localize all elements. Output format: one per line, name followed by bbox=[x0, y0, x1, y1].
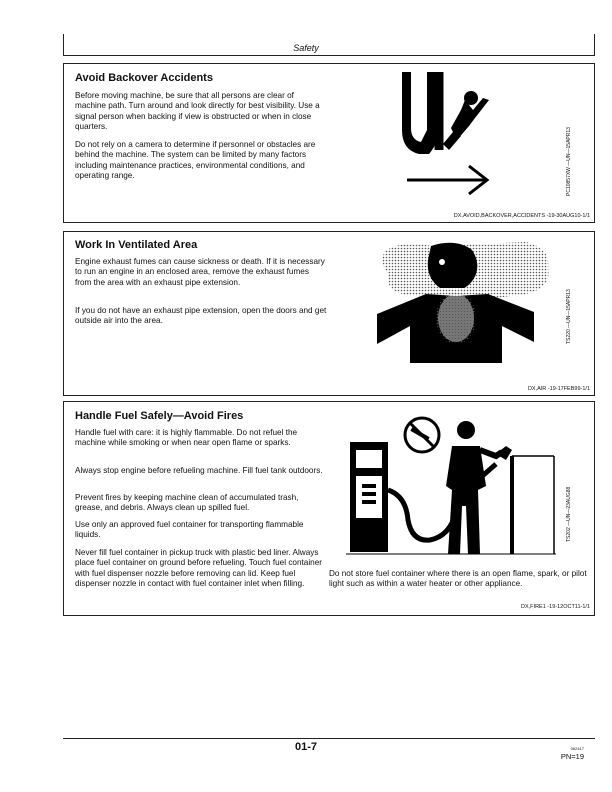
section-paragraph: Handle fuel with care: it is highly flammable. Do not refuel the machine while smoking or when near open flame or sparks. bbox=[75, 428, 298, 448]
reference-code: DX,AVOID,BACKOVER,ACCIDENTS -19-30AUG10-1/1 bbox=[453, 213, 590, 219]
page-header-title: Safety bbox=[293, 43, 319, 53]
header-rule bbox=[63, 55, 595, 56]
reference-code: DX,AIR -19-17FEB99-1/1 bbox=[527, 386, 590, 392]
section-ventilated-area bbox=[63, 231, 595, 396]
section-paragraph: Engine exhaust fumes can cause sickness or death. If it is necessary to run an engine in an enclosed area, remove the exhaust fumes from the area with an exhaust pipe extension. bbox=[75, 257, 325, 287]
backover-hazard-icon bbox=[399, 70, 534, 200]
section-paragraph: Prevent fires by keeping machine clean of accumulated trash, grease, and debris. Always clean up spilled fuel. bbox=[75, 493, 299, 513]
page-pn: PN=19 bbox=[560, 752, 584, 761]
section-paragraph: Always stop engine before refueling machine. Fill fuel tank outdoors. bbox=[75, 466, 323, 475]
figure-code: TS202 —UN—23AUG88 bbox=[566, 486, 572, 542]
footer-code: 062417 bbox=[570, 746, 584, 751]
section-handle-fuel bbox=[63, 401, 595, 616]
footer-rule bbox=[63, 738, 595, 739]
section-paragraph: If you do not have an exhaust pipe extension, open the doors and get outside air into the area. bbox=[75, 306, 327, 326]
section-title: Work In Ventilated Area bbox=[75, 239, 198, 251]
section-paragraph: Never fill fuel container in pickup truck with plastic bed liner. Always place fuel container on ground before refueling. Touch fuel container with fuel dispenser nozzle before removing can lid. Keep fuel dispenser nozzle in contact with fuel container inlet when filling. bbox=[75, 548, 323, 589]
figure-code: TS220 —UN—15APR13 bbox=[566, 289, 572, 344]
page-number: 01-7 bbox=[294, 741, 318, 753]
section-paragraph: Do not rely on a camera to determine if personnel or obstacles are behind the machine. The system can be limited by many factors including maintenance practices, environmental conditions, and operating range. bbox=[75, 140, 316, 181]
reference-code: DX,FIRE1 -19-12OCT11-1/1 bbox=[521, 604, 590, 610]
section-title: Avoid Backover Accidents bbox=[75, 72, 213, 84]
exhaust-fumes-icon bbox=[376, 238, 556, 363]
section-paragraph-right: Do not store fuel container where there is an open flame, spark, or pilot light such as within a water heater or other appliance. bbox=[329, 569, 587, 589]
section-paragraph: Use only an approved fuel container for transporting flammable liquids. bbox=[75, 520, 304, 540]
section-avoid-backover bbox=[63, 63, 595, 223]
section-title: Handle Fuel Safely—Avoid Fires bbox=[75, 410, 244, 422]
fuel-safety-icon bbox=[346, 416, 556, 556]
figure-code: PC10857XW —UN—15APR13 bbox=[566, 127, 572, 196]
section-paragraph: Before moving machine, be sure that all persons are clear of machine path. Turn around and look directly for best visibility. Use a signal person when backing if view is obstructed or when in close quarters. bbox=[75, 91, 320, 132]
